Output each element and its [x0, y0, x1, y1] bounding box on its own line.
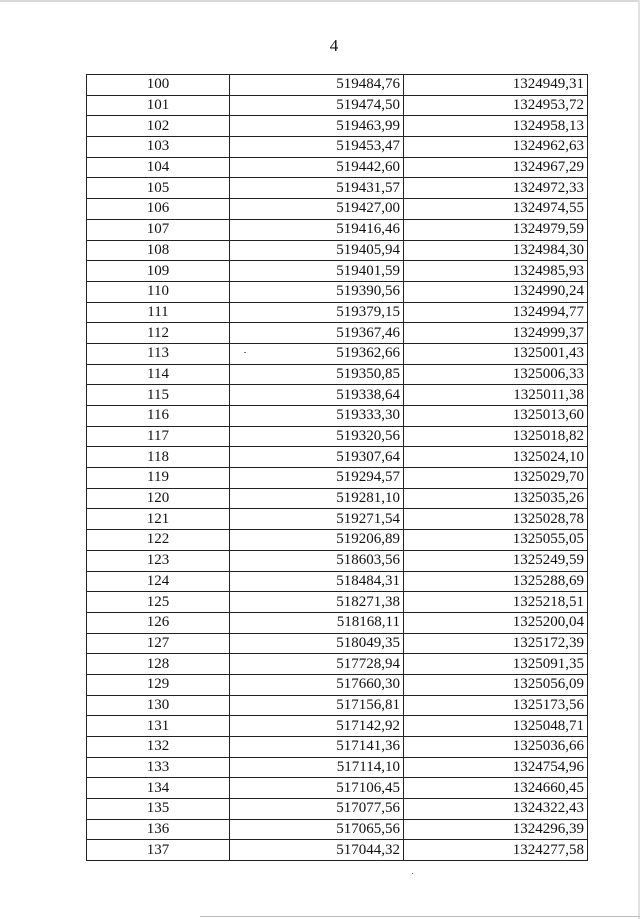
point-number-cell: 132	[87, 737, 230, 758]
x-coordinate-cell: 519442,60	[230, 157, 404, 178]
point-number-cell: 117	[87, 426, 230, 447]
table-row	[87, 406, 588, 427]
point-number-cell: 125	[87, 592, 230, 613]
table-row	[87, 592, 588, 613]
table-row	[87, 281, 588, 302]
x-coordinate-cell: 519390,56	[230, 281, 404, 302]
y-coordinate-cell: 1324296,39	[404, 819, 588, 840]
table-row	[87, 157, 588, 178]
y-coordinate-cell: 1325249,59	[404, 550, 588, 571]
point-number-cell: 133	[87, 757, 230, 778]
table-row	[87, 654, 588, 675]
x-coordinate-cell: 518484,31	[230, 571, 404, 592]
point-number-cell: 106	[87, 199, 230, 220]
table-row	[87, 571, 588, 592]
x-coordinate-cell: 517660,30	[230, 674, 404, 695]
point-number-cell: 109	[87, 261, 230, 282]
point-number-cell: 105	[87, 178, 230, 199]
point-number-cell: 114	[87, 364, 230, 385]
x-coordinate-cell: 519453,47	[230, 137, 404, 158]
y-coordinate-cell: 1325018,82	[404, 426, 588, 447]
point-number-cell: 134	[87, 778, 230, 799]
table-row	[87, 840, 588, 861]
table-row	[87, 509, 588, 530]
y-coordinate-cell: 1325013,60	[404, 406, 588, 427]
y-coordinate-cell: 1324953,72	[404, 95, 588, 116]
table-row	[87, 343, 588, 364]
table-row	[87, 447, 588, 468]
x-coordinate-cell: 518603,56	[230, 550, 404, 571]
x-coordinate-cell: 519484,76	[230, 75, 404, 96]
x-coordinate-cell: 517728,94	[230, 654, 404, 675]
table-row	[87, 116, 588, 137]
y-coordinate-cell: 1324999,37	[404, 323, 588, 344]
y-coordinate-cell: 1324979,59	[404, 219, 588, 240]
table-row	[87, 488, 588, 509]
table-row	[87, 819, 588, 840]
point-number-cell: 128	[87, 654, 230, 675]
table-row	[87, 199, 588, 220]
point-number-cell: 123	[87, 550, 230, 571]
point-number-cell: 131	[87, 716, 230, 737]
y-coordinate-cell: 1325001,43	[404, 343, 588, 364]
x-coordinate-cell: 519401,59	[230, 261, 404, 282]
table-row	[87, 178, 588, 199]
point-number-cell: 115	[87, 385, 230, 406]
point-number-cell: 112	[87, 323, 230, 344]
table-row	[87, 95, 588, 116]
x-coordinate-cell: 517156,81	[230, 695, 404, 716]
y-coordinate-cell: 1324277,58	[404, 840, 588, 861]
y-coordinate-cell: 1324322,43	[404, 799, 588, 820]
point-number-cell: 136	[87, 819, 230, 840]
y-coordinate-cell: 1325288,69	[404, 571, 588, 592]
x-coordinate-cell: 517106,45	[230, 778, 404, 799]
table-row	[87, 695, 588, 716]
y-coordinate-cell: 1324974,55	[404, 199, 588, 220]
y-coordinate-cell: 1325200,04	[404, 612, 588, 633]
y-coordinate-cell: 1325024,10	[404, 447, 588, 468]
point-number-cell: 122	[87, 530, 230, 551]
point-number-cell: 130	[87, 695, 230, 716]
page-top-edge	[0, 0, 640, 2]
point-number-cell: 100	[87, 75, 230, 96]
y-coordinate-cell: 1325011,38	[404, 385, 588, 406]
x-coordinate-cell: 519281,10	[230, 488, 404, 509]
x-coordinate-cell: 519431,57	[230, 178, 404, 199]
scan-speck	[412, 873, 413, 874]
y-coordinate-cell: 1325036,66	[404, 737, 588, 758]
y-coordinate-cell: 1325029,70	[404, 468, 588, 489]
table-row	[87, 137, 588, 158]
point-number-cell: 121	[87, 509, 230, 530]
point-number-cell: 107	[87, 219, 230, 240]
x-coordinate-cell: 517077,56	[230, 799, 404, 820]
y-coordinate-cell: 1324972,33	[404, 178, 588, 199]
point-number-cell: 119	[87, 468, 230, 489]
table-row	[87, 633, 588, 654]
x-coordinate-cell: 517065,56	[230, 819, 404, 840]
x-coordinate-cell: 519307,64	[230, 447, 404, 468]
table-row	[87, 385, 588, 406]
x-coordinate-cell: 519379,15	[230, 302, 404, 323]
x-coordinate-cell: 519362,66	[230, 343, 404, 364]
x-coordinate-cell: 517142,92	[230, 716, 404, 737]
x-coordinate-cell: 519271,54	[230, 509, 404, 530]
point-number-cell: 101	[87, 95, 230, 116]
y-coordinate-cell: 1325056,09	[404, 674, 588, 695]
y-coordinate-cell: 1324994,77	[404, 302, 588, 323]
point-number-cell: 111	[87, 302, 230, 323]
x-coordinate-cell: 519350,85	[230, 364, 404, 385]
table-row	[87, 468, 588, 489]
y-coordinate-cell: 1324949,31	[404, 75, 588, 96]
x-coordinate-cell: 519405,94	[230, 240, 404, 261]
point-number-cell: 102	[87, 116, 230, 137]
x-coordinate-cell: 518049,35	[230, 633, 404, 654]
point-number-cell: 118	[87, 447, 230, 468]
x-coordinate-cell: 518271,38	[230, 592, 404, 613]
x-coordinate-cell: 518168,11	[230, 612, 404, 633]
x-coordinate-cell: 519416,46	[230, 219, 404, 240]
table-row	[87, 364, 588, 385]
y-coordinate-cell: 1324660,45	[404, 778, 588, 799]
table-row	[87, 674, 588, 695]
y-coordinate-cell: 1325172,39	[404, 633, 588, 654]
y-coordinate-cell: 1325048,71	[404, 716, 588, 737]
x-coordinate-cell: 519320,56	[230, 426, 404, 447]
page-bottom-edge	[200, 916, 640, 917]
point-number-cell: 116	[87, 406, 230, 427]
table-row	[87, 799, 588, 820]
table-row	[87, 426, 588, 447]
point-number-cell: 126	[87, 612, 230, 633]
y-coordinate-cell: 1325173,56	[404, 695, 588, 716]
table-row	[87, 323, 588, 344]
table-row	[87, 612, 588, 633]
y-coordinate-cell: 1325218,51	[404, 592, 588, 613]
y-coordinate-cell: 1325091,35	[404, 654, 588, 675]
table-row	[87, 530, 588, 551]
page-number: 4	[329, 36, 339, 55]
coordinates-table	[86, 74, 588, 861]
table-row	[87, 219, 588, 240]
x-coordinate-cell: 519333,30	[230, 406, 404, 427]
point-number-cell: 135	[87, 799, 230, 820]
point-number-cell: 113	[87, 343, 230, 364]
x-coordinate-cell: 519206,89	[230, 530, 404, 551]
table-row	[87, 716, 588, 737]
scan-speck	[244, 352, 246, 353]
y-coordinate-cell: 1324754,96	[404, 757, 588, 778]
table-row	[87, 302, 588, 323]
x-coordinate-cell: 517114,10	[230, 757, 404, 778]
y-coordinate-cell: 1324985,93	[404, 261, 588, 282]
table-row	[87, 550, 588, 571]
table-row	[87, 757, 588, 778]
table-row	[87, 240, 588, 261]
point-number-cell: 108	[87, 240, 230, 261]
y-coordinate-cell: 1324958,13	[404, 116, 588, 137]
y-coordinate-cell: 1324990,24	[404, 281, 588, 302]
x-coordinate-cell: 517141,36	[230, 737, 404, 758]
x-coordinate-cell: 519427,00	[230, 199, 404, 220]
y-coordinate-cell: 1325035,26	[404, 488, 588, 509]
x-coordinate-cell: 519474,50	[230, 95, 404, 116]
coordinates-table-body	[87, 75, 588, 861]
x-coordinate-cell: 519367,46	[230, 323, 404, 344]
point-number-cell: 110	[87, 281, 230, 302]
y-coordinate-cell: 1325006,33	[404, 364, 588, 385]
y-coordinate-cell: 1325055,05	[404, 530, 588, 551]
table-row	[87, 75, 588, 96]
table-row	[87, 261, 588, 282]
point-number-cell: 103	[87, 137, 230, 158]
point-number-cell: 129	[87, 674, 230, 695]
y-coordinate-cell: 1324962,63	[404, 137, 588, 158]
point-number-cell: 124	[87, 571, 230, 592]
x-coordinate-cell: 519338,64	[230, 385, 404, 406]
point-number-cell: 104	[87, 157, 230, 178]
y-coordinate-cell: 1325028,78	[404, 509, 588, 530]
x-coordinate-cell: 517044,32	[230, 840, 404, 861]
point-number-cell: 120	[87, 488, 230, 509]
table-row	[87, 737, 588, 758]
y-coordinate-cell: 1324984,30	[404, 240, 588, 261]
point-number-cell: 127	[87, 633, 230, 654]
table-row	[87, 778, 588, 799]
x-coordinate-cell: 519294,57	[230, 468, 404, 489]
x-coordinate-cell: 519463,99	[230, 116, 404, 137]
y-coordinate-cell: 1324967,29	[404, 157, 588, 178]
point-number-cell: 137	[87, 840, 230, 861]
